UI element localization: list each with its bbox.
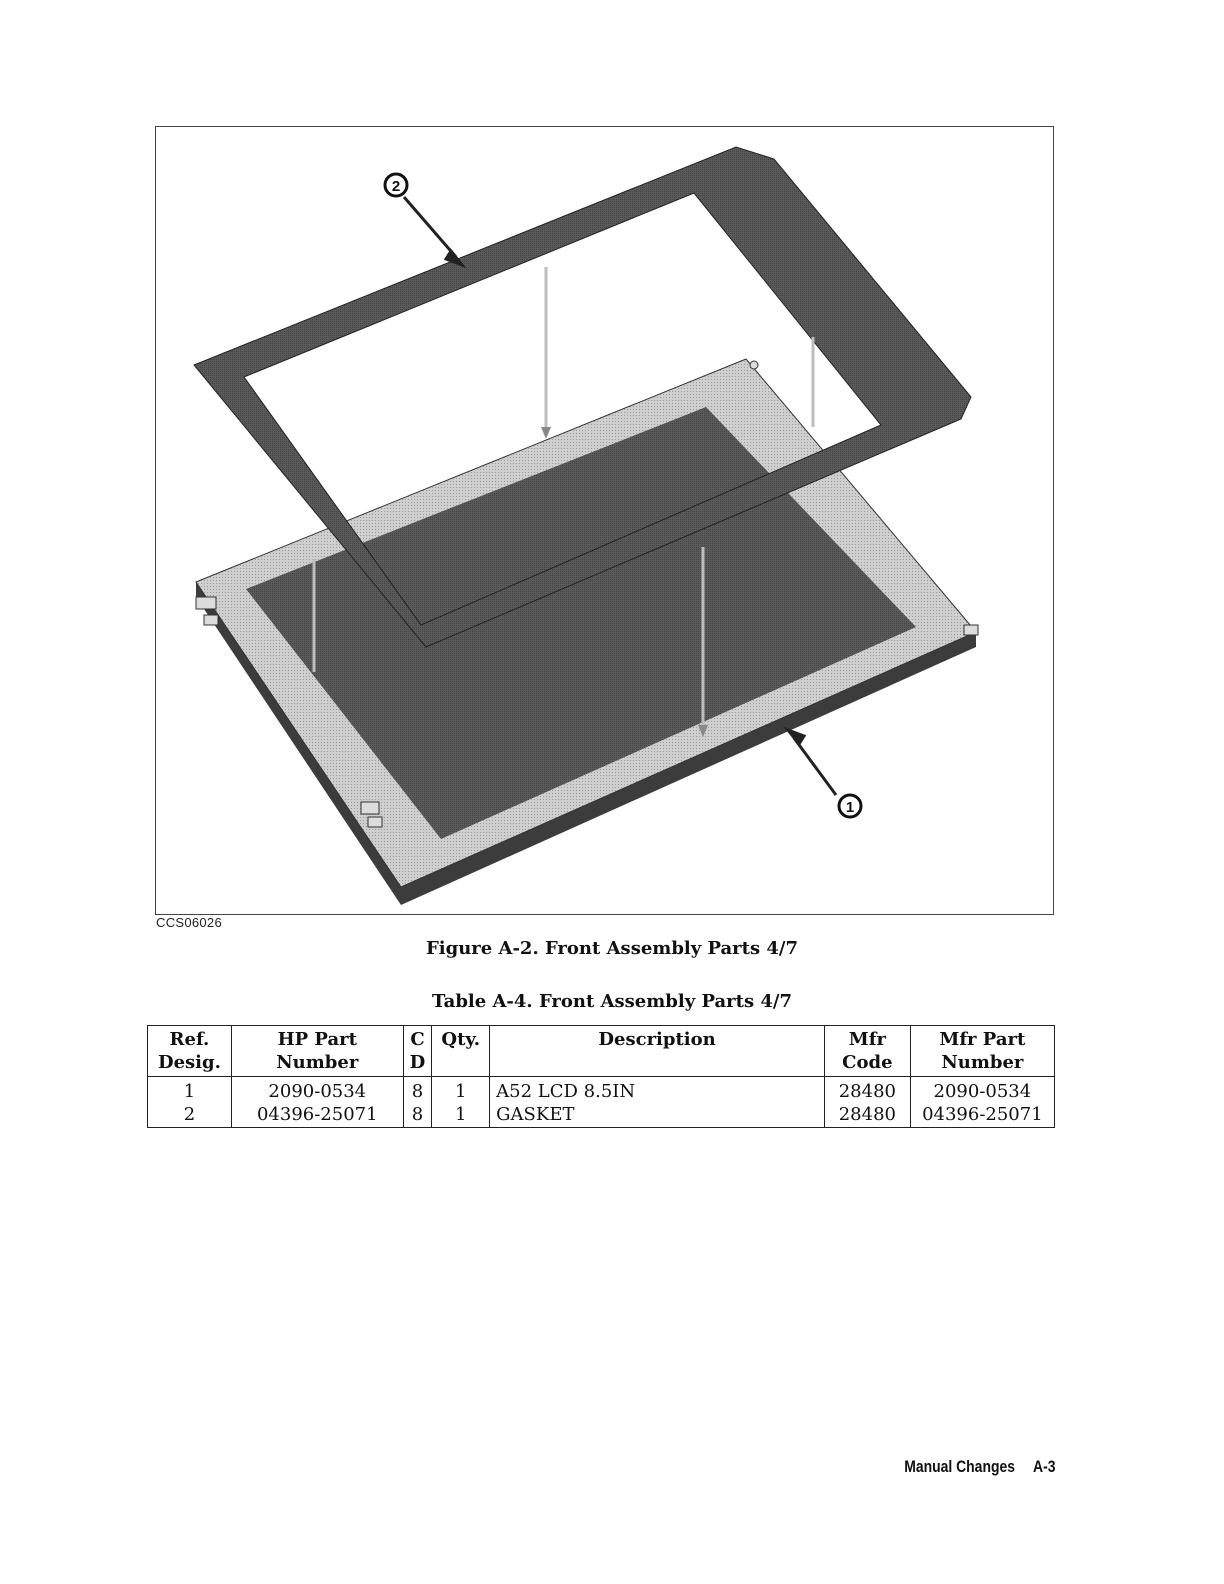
table-header-row — [148, 1026, 1055, 1077]
cell-mfr-code: 28480 — [824, 1077, 910, 1104]
callout-2-icon — [385, 174, 407, 196]
col-hp-part-number: HP Part Number — [231, 1026, 403, 1077]
col-mfr-code: Mfr Code — [824, 1026, 910, 1077]
cell-ref: 2 — [148, 1103, 232, 1128]
cell-description: GASKET — [490, 1103, 825, 1128]
figure-code: CCS06026 — [156, 915, 222, 930]
callout-1-icon — [839, 795, 861, 817]
cell-ref: 1 — [148, 1077, 232, 1104]
cell-mfr-code: 28480 — [824, 1103, 910, 1128]
cell-qty: 1 — [432, 1103, 490, 1128]
table-caption: Table A-4. Front Assembly Parts 4/7 — [431, 991, 792, 1012]
figure-caption: Figure A-2. Front Assembly Parts 4/7 — [425, 938, 799, 959]
cell-hp-part: 2090-0534 — [231, 1077, 403, 1104]
col-qty: Qty. — [432, 1026, 490, 1077]
page-footer — [904, 1457, 1055, 1477]
cell-description: A52 LCD 8.5IN — [490, 1077, 825, 1104]
cell-mfr-part: 2090-0534 — [910, 1077, 1054, 1104]
figure-frame — [155, 126, 1054, 915]
col-description: Description — [490, 1026, 825, 1077]
parts-table — [147, 1025, 1055, 1128]
svg-text:2: 2 — [391, 178, 401, 195]
cell-qty: 1 — [432, 1077, 490, 1104]
col-mfr-part-number: Mfr Part Number — [910, 1026, 1054, 1077]
cell-cd: 8 — [403, 1077, 432, 1104]
cell-mfr-part: 04396-25071 — [910, 1103, 1054, 1128]
svg-text:1: 1 — [845, 799, 855, 816]
footer-section: Manual Changes — [903, 1457, 1015, 1476]
front-assembly-illustration — [156, 127, 1055, 916]
table-row — [148, 1103, 1055, 1128]
cell-cd: 8 — [403, 1103, 432, 1128]
table-row — [148, 1077, 1055, 1104]
cell-hp-part: 04396-25071 — [231, 1103, 403, 1128]
col-cd: C D — [403, 1026, 432, 1077]
col-ref-desig: Ref. Desig. — [148, 1026, 232, 1077]
page-number: A-3 — [1032, 1457, 1055, 1476]
